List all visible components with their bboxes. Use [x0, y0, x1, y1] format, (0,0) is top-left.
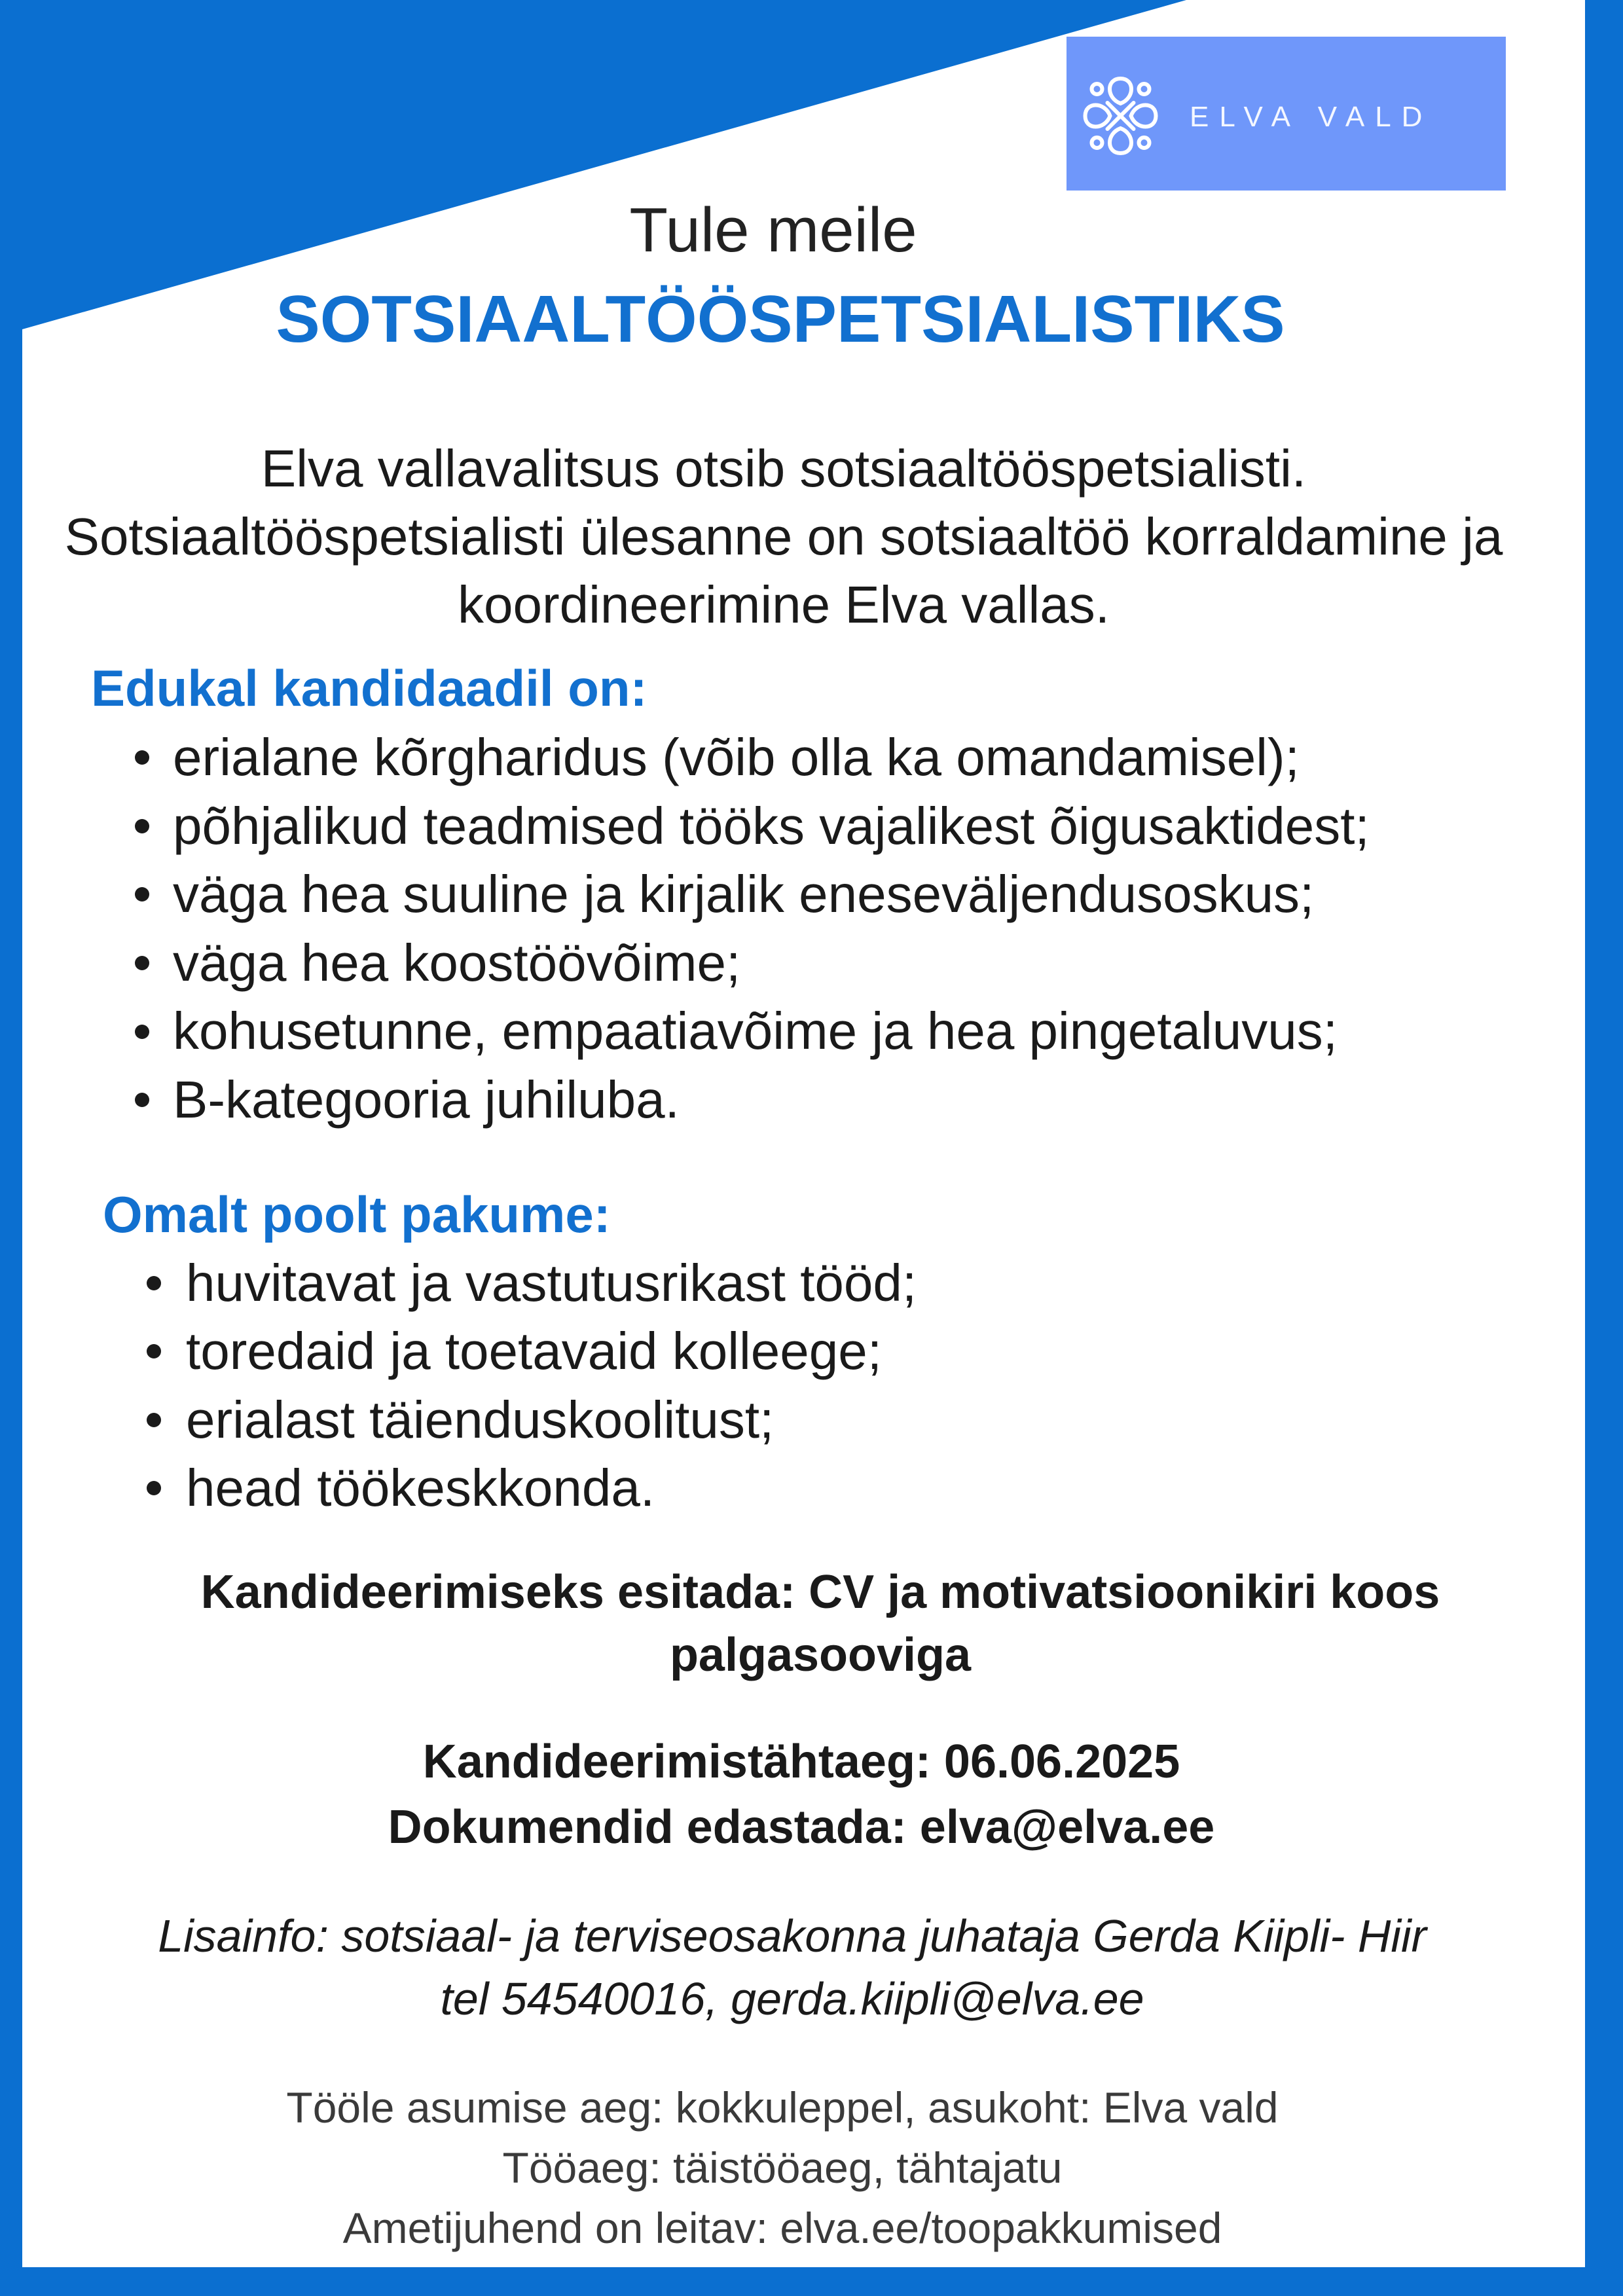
bullet-dot [147, 1481, 161, 1495]
deadline-block [48, 1729, 1554, 1860]
requirements-heading: Edukal kandidaadil on: [91, 659, 647, 717]
bullet-dot [147, 1413, 161, 1427]
elva-vald-logo [1067, 37, 1506, 191]
requirement-item [0, 860, 1585, 929]
offer-item [0, 1249, 1585, 1317]
offer-item [0, 1454, 1585, 1522]
offer-item [0, 1386, 1585, 1454]
requirement-item [0, 929, 1585, 998]
intro-line: Elva vallavalitsus otsib sotsiaaltööspetsialisti. [261, 439, 1307, 498]
footer-line: Tööaeg: täistööaeg, tähtajatu [502, 2143, 1063, 2192]
requirement-text: kohusetunne, empaatiavõime ja hea pingetaluvus; [173, 1002, 1338, 1061]
logo-wordmark: ELVA VALD [1190, 101, 1433, 133]
contact-line: tel 54540016, gerda.kiipli@elva.ee [440, 1973, 1144, 2024]
requirements-list [0, 723, 1585, 1135]
application-documents [67, 1561, 1573, 1686]
application-deadline: Kandideerimistähtaeg: 06.06.2025 [422, 1736, 1180, 1788]
requirement-text: väga hea suuline ja kirjalik eneseväljendusoskus; [173, 865, 1315, 924]
requirement-text: B-kategooria juhiluba. [173, 1070, 680, 1129]
title-intro: Tule meile [629, 195, 917, 265]
bullet-dot [135, 819, 149, 833]
offer-list [0, 1249, 1585, 1522]
position-title: SOTSIAALTÖÖSPETSIALISTIKS [276, 283, 1285, 356]
bullet-dot [147, 1276, 161, 1290]
footer-line: Ametijuhend on leitav: elva.ee/toopakkumised [342, 2204, 1222, 2252]
requirement-text: põhjalikud teadmised tööks vajalikest õigusaktidest; [173, 796, 1370, 855]
footer-line: Tööle asumise aeg: kokkuleppel, asukoht: Elva vald [286, 2083, 1279, 2132]
offer-text: huvitavat ja vastutusrikast tööd; [186, 1254, 917, 1312]
offer-text: erialast täienduskoolitust; [186, 1390, 775, 1449]
requirement-item [0, 792, 1585, 861]
frame-stripe-bottom [0, 2267, 1623, 2296]
requirement-item [0, 723, 1585, 792]
requirement-text: väga hea koostöövõime; [173, 933, 741, 992]
intro-paragraph [31, 435, 1537, 639]
application-line: palgasooviga [669, 1629, 972, 1681]
submission-email: Dokumendid edastada: elva@elva.ee [388, 1801, 1215, 1853]
offer-heading: Omalt poolt pakume: [103, 1186, 611, 1243]
elva-knot-icon [1081, 73, 1160, 158]
intro-line: Sotsiaaltööspetsialisti ülesanne on sotsiaaltöö korraldamine ja [64, 507, 1503, 566]
requirement-text: erialane kõrgharidus (võib olla ka omandamisel); [173, 728, 1300, 786]
application-line: Kandideerimiseks esitada: CV ja motivatsioonikiri koos [200, 1566, 1440, 1618]
contact-line: Lisainfo: sotsiaal- ja terviseosakonna juhataja Gerda Kiipli- Hiir [158, 1910, 1427, 1961]
footer-details [29, 2077, 1535, 2258]
bullet-dot [135, 1025, 149, 1039]
bullet-dot [135, 1093, 149, 1107]
bullet-dot [147, 1344, 161, 1358]
offer-text: head töökeskkonda. [186, 1458, 655, 1517]
requirement-item [0, 997, 1585, 1066]
bullet-dot [135, 750, 149, 765]
contact-info [39, 1904, 1545, 2030]
frame-stripe-right [1585, 0, 1623, 2296]
requirement-item [0, 1066, 1585, 1135]
bullet-dot [135, 956, 149, 970]
bullet-dot [135, 887, 149, 902]
intro-line: koordineerimine Elva vallas. [457, 575, 1110, 634]
frame-stripe-left [0, 0, 22, 2296]
offer-text: toredaid ja toetavaid kolleege; [186, 1322, 882, 1381]
offer-item [0, 1317, 1585, 1385]
